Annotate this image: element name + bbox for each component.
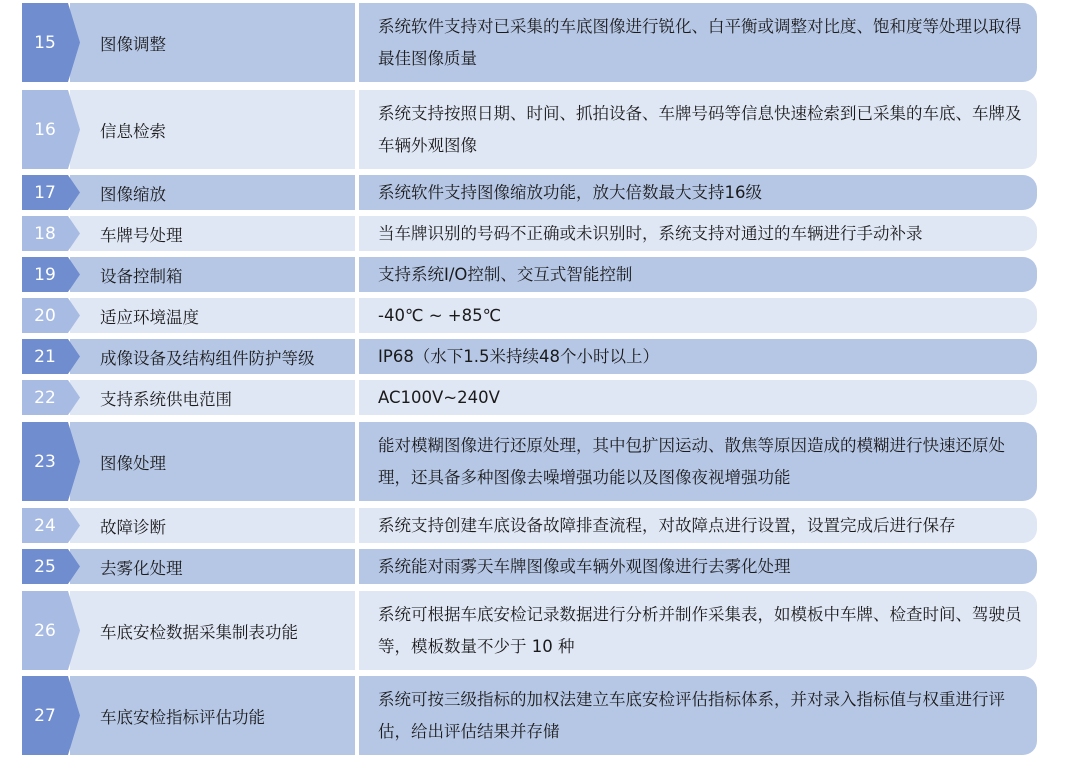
row-description: AC100V~240V [359,380,1037,415]
row-name: 图像调整 [100,34,166,54]
row-number: 16 [34,119,56,140]
table-row [22,591,1037,670]
table-row [22,676,1037,755]
row-name: 车底安检数据采集制表功能 [100,622,298,642]
row-number: 24 [34,515,56,536]
row-number: 26 [34,620,56,641]
row-number: 23 [34,451,56,472]
table-row [22,216,1037,251]
row-number: 21 [34,346,56,367]
row-number: 17 [34,182,56,203]
row-number: 19 [34,264,56,285]
row-description: 能对模糊图像进行还原处理，其中包扩因运动、散焦等原因造成的模糊进行快速还原处理，还具备多种图像去噪增强功能以及图像夜视增强功能 [359,422,1037,501]
row-number: 22 [34,387,56,408]
row-name: 图像处理 [100,453,166,473]
table-row [22,508,1037,543]
row-description: 支持系统I/O控制、交互式智能控制 [359,257,1037,292]
row-description: 系统可按三级指标的加权法建立车底安检评估指标体系，并对录入指标值与权重进行评估，给出评估结果并存储 [359,676,1037,755]
row-name: 适应环境温度 [100,307,199,327]
row-number: 18 [34,223,56,244]
table-row [22,257,1037,292]
row-description: 系统软件支持图像缩放功能，放大倍数最大支持16级 [359,175,1037,210]
row-description: 当车牌识别的号码不正确或未识别时，系统支持对通过的车辆进行手动补录 [359,216,1037,251]
row-number: 27 [34,705,56,726]
row-name: 成像设备及结构组件防护等级 [100,348,315,368]
row-name: 故障诊断 [100,517,166,537]
row-number: 20 [34,305,56,326]
table-row [22,380,1037,415]
row-description: 系统可根据车底安检记录数据进行分析并制作采集表，如模板中车牌、检查时间、驾驶员等，模板数量不少于 10 种 [359,591,1037,670]
row-description: 系统能对雨雾天车牌图像或车辆外观图像进行去雾化处理 [359,549,1037,584]
row-name: 支持系统供电范围 [100,389,232,409]
table-row [22,339,1037,374]
table-row [22,298,1037,333]
row-description: 系统软件支持对已采集的车底图像进行锐化、白平衡或调整对比度、饱和度等处理以取得最佳图像质量 [359,3,1037,82]
table-row [22,175,1037,210]
row-description: 系统支持按照日期、时间、抓拍设备、车牌号码等信息快速检索到已采集的车底、车牌及车辆外观图像 [359,90,1037,169]
row-description: 系统支持创建车底设备故障排查流程，对故障点进行设置，设置完成后进行保存 [359,508,1037,543]
row-description: -40℃ ~ +85℃ [359,298,1037,333]
row-name: 车底安检指标评估功能 [100,707,265,727]
row-name: 去雾化处理 [100,558,183,578]
row-number: 15 [34,32,56,53]
row-description: IP68（水下1.5米持续48个小时以上） [359,339,1037,374]
table-row [22,549,1037,584]
row-number: 25 [34,556,56,577]
table-row [22,3,1037,82]
table-row [22,422,1037,501]
row-name: 信息检索 [100,121,166,141]
table-row [22,90,1037,169]
row-name: 车牌号处理 [100,225,183,245]
row-name: 图像缩放 [100,184,166,204]
row-name: 设备控制箱 [100,266,183,286]
